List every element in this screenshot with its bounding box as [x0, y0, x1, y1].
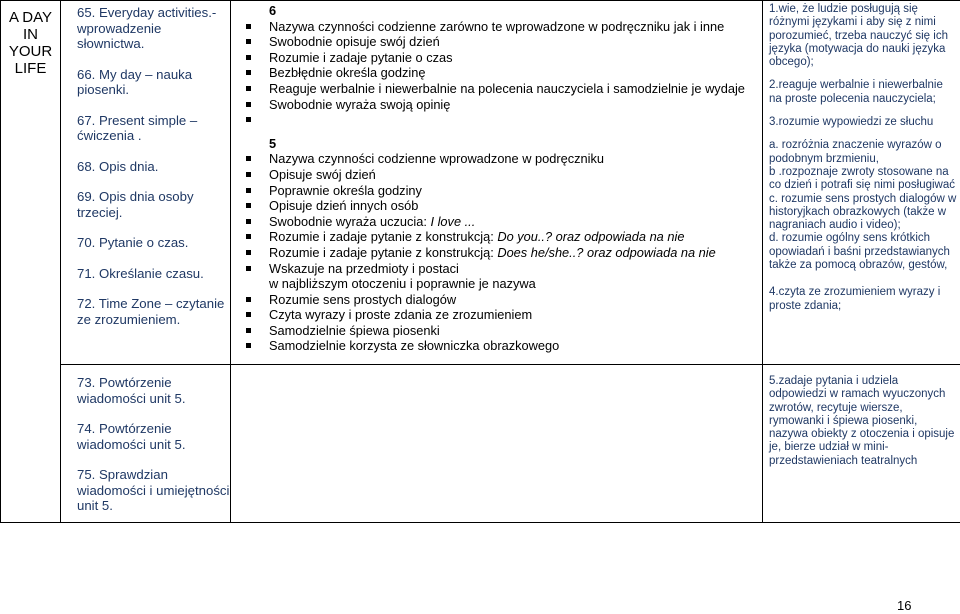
criterion-item	[241, 167, 758, 183]
requirements-top	[763, 1, 960, 319]
criterion-item	[241, 229, 758, 245]
lesson-item: 73. Powtórzenie wiadomości unit 5.	[77, 375, 186, 406]
criterion-item	[241, 323, 758, 339]
requirement-item: 5.zadaje pytania i udziela odpowiedzi w ramach wyuczonych zwrotów, recytuje wiersze, rymowanki i śpiewa piosenki, nazywa obiekty z otoczenia i opisuje je, bierze udział w mini-przedstawieniach teatralnych	[769, 375, 955, 467]
requirements-cell-bottom	[763, 365, 960, 523]
criterion-text: Rozumie i zadaje pytanie z konstrukcją:	[269, 229, 498, 245]
requirement-item: 4.czyta ze zrozumieniem wyrazy i proste zdania;	[769, 286, 941, 312]
criterion-item	[241, 151, 758, 167]
criterion-example: Do you..? oraz odpowiada na nie	[497, 229, 685, 245]
criterion-text: Samodzielnie śpiewa piosenki	[269, 322, 440, 338]
criterion-item	[241, 276, 758, 292]
criteria-cell-bottom	[231, 365, 763, 523]
lessons-cell-top	[61, 1, 231, 365]
criterion-text: w najbliższym otoczeniu i poprawnie je nazywa	[269, 276, 536, 292]
criterion-text: Opisuje dzień innych osób	[269, 198, 419, 214]
criterion-example: I love ...	[430, 213, 476, 229]
criterion-item: Bezbłędnie określa godzinę	[241, 65, 758, 81]
lesson-item: 72. Time Zone – czytanie ze zrozumieniem.	[77, 296, 225, 327]
lesson-item: 71. Określanie czasu.	[77, 265, 204, 281]
criterion-text: Opisuje swój dzień	[269, 166, 376, 182]
criterion-item: Swobodnie opisuje swój dzień	[241, 34, 758, 50]
table-row	[1, 1, 960, 365]
table-row	[1, 365, 960, 523]
lesson-list-bottom	[61, 365, 230, 514]
criterion-text: Wskazuje na przedmioty i postaci	[269, 260, 459, 276]
criterion-text: Poprawnie określa godziny	[269, 182, 422, 198]
grade-5-list	[241, 151, 758, 354]
lesson-item: 70. Pytanie o czas.	[77, 235, 189, 250]
requirement-item: c. rozumie sens prostych dialogów w historyjkach obrazkowych (także w nagraniach audio i video);	[769, 192, 957, 232]
page-number: 16	[897, 598, 912, 613]
criterion-text: Nazywa czynności codzienne wprowadzone w podręczniku	[269, 151, 605, 167]
requirement-item: b .rozpoznaje zwroty stosowane na co dzień i potrafi się nimi posługiwać	[769, 165, 956, 192]
lesson-item: 69. Opis dnia osoby trzeciej.	[77, 189, 194, 220]
lesson-item: 68. Opis dnia.	[77, 158, 159, 174]
unit-cell	[1, 1, 61, 523]
grade-6-label: 6	[269, 3, 277, 18]
lesson-item: 65. Everyday activities.- wprowadzenie słownictwa.	[77, 5, 217, 51]
requirement-item: d. rozumie ogólny sens krótkich opowiadań i baśni przedstawianych także za pomocą obrazów, gestów,	[769, 232, 950, 272]
criterion-item	[241, 292, 758, 308]
criterion-item: Rozumie i zadaje pytanie o czas	[241, 50, 758, 66]
criterion-item	[241, 245, 758, 261]
criterion-item: Swobodnie wyraża swoją opinię	[241, 97, 758, 113]
lesson-list-top	[61, 1, 230, 327]
criterion-item: Reaguje werbalnie i niewerbalnie na polecenia nauczyciela i samodzielnie je wydaje	[241, 81, 758, 97]
requirement-item: 3.rozumie wypowiedzi ze słuchu	[769, 116, 934, 129]
requirements-cell-top	[763, 1, 960, 365]
grade-5-label: 5	[269, 135, 277, 151]
lesson-item: 74. Powtórzenie wiadomości unit 5.	[77, 421, 186, 452]
criterion-text: Czyta wyrazy i proste zdania ze zrozumieniem	[269, 307, 533, 323]
criterion-item	[241, 261, 758, 277]
requirement-item: 1.wie, że ludzie posługują się różnymi językami i aby się z nimi porozumieć, trzeba nauczyć się ich języka (motywacja do nauki języka obcego);	[769, 3, 948, 69]
requirement-item: 2.reaguje werbalnie i niewerbalnie na proste polecenia nauczyciela;	[769, 79, 943, 105]
lesson-item: 67. Present simple – ćwiczenia .	[77, 112, 198, 143]
criterion-item	[241, 214, 758, 230]
criterion-item	[241, 112, 758, 128]
lesson-item: 66. My day – nauka piosenki.	[77, 66, 193, 97]
criterion-text: Rozumie i zadaje pytanie z konstrukcją:	[269, 244, 498, 260]
lesson-item: 75. Sprawdzian wiadomości i umiejętności unit 5.	[77, 467, 230, 513]
criterion-example: Does he/she..? oraz odpowiada na nie	[497, 244, 716, 260]
requirement-item: a. rozróżnia znaczenie wyrazów o podobnym brzmieniu,	[769, 139, 942, 165]
criterion-item	[241, 183, 758, 199]
criterion-item	[241, 338, 758, 354]
grade-6-list	[241, 19, 758, 128]
criterion-item	[241, 198, 758, 214]
criteria-cell-top	[231, 1, 763, 365]
criterion-text: Rozumie sens prostych dialogów	[269, 291, 457, 307]
lessons-cell-bottom	[61, 365, 231, 523]
criterion-text: Swobodnie wyraża uczucia:	[269, 213, 431, 229]
criterion-text: Samodzielnie korzysta ze słowniczka obrazkowego	[269, 338, 560, 354]
unit-label: A DAY IN YOUR LIFE	[8, 9, 53, 77]
criterion-item	[241, 307, 758, 323]
criterion-item: Nazywa czynności codzienne zarówno te wprowadzone w podręczniku jak i inne	[241, 19, 758, 35]
